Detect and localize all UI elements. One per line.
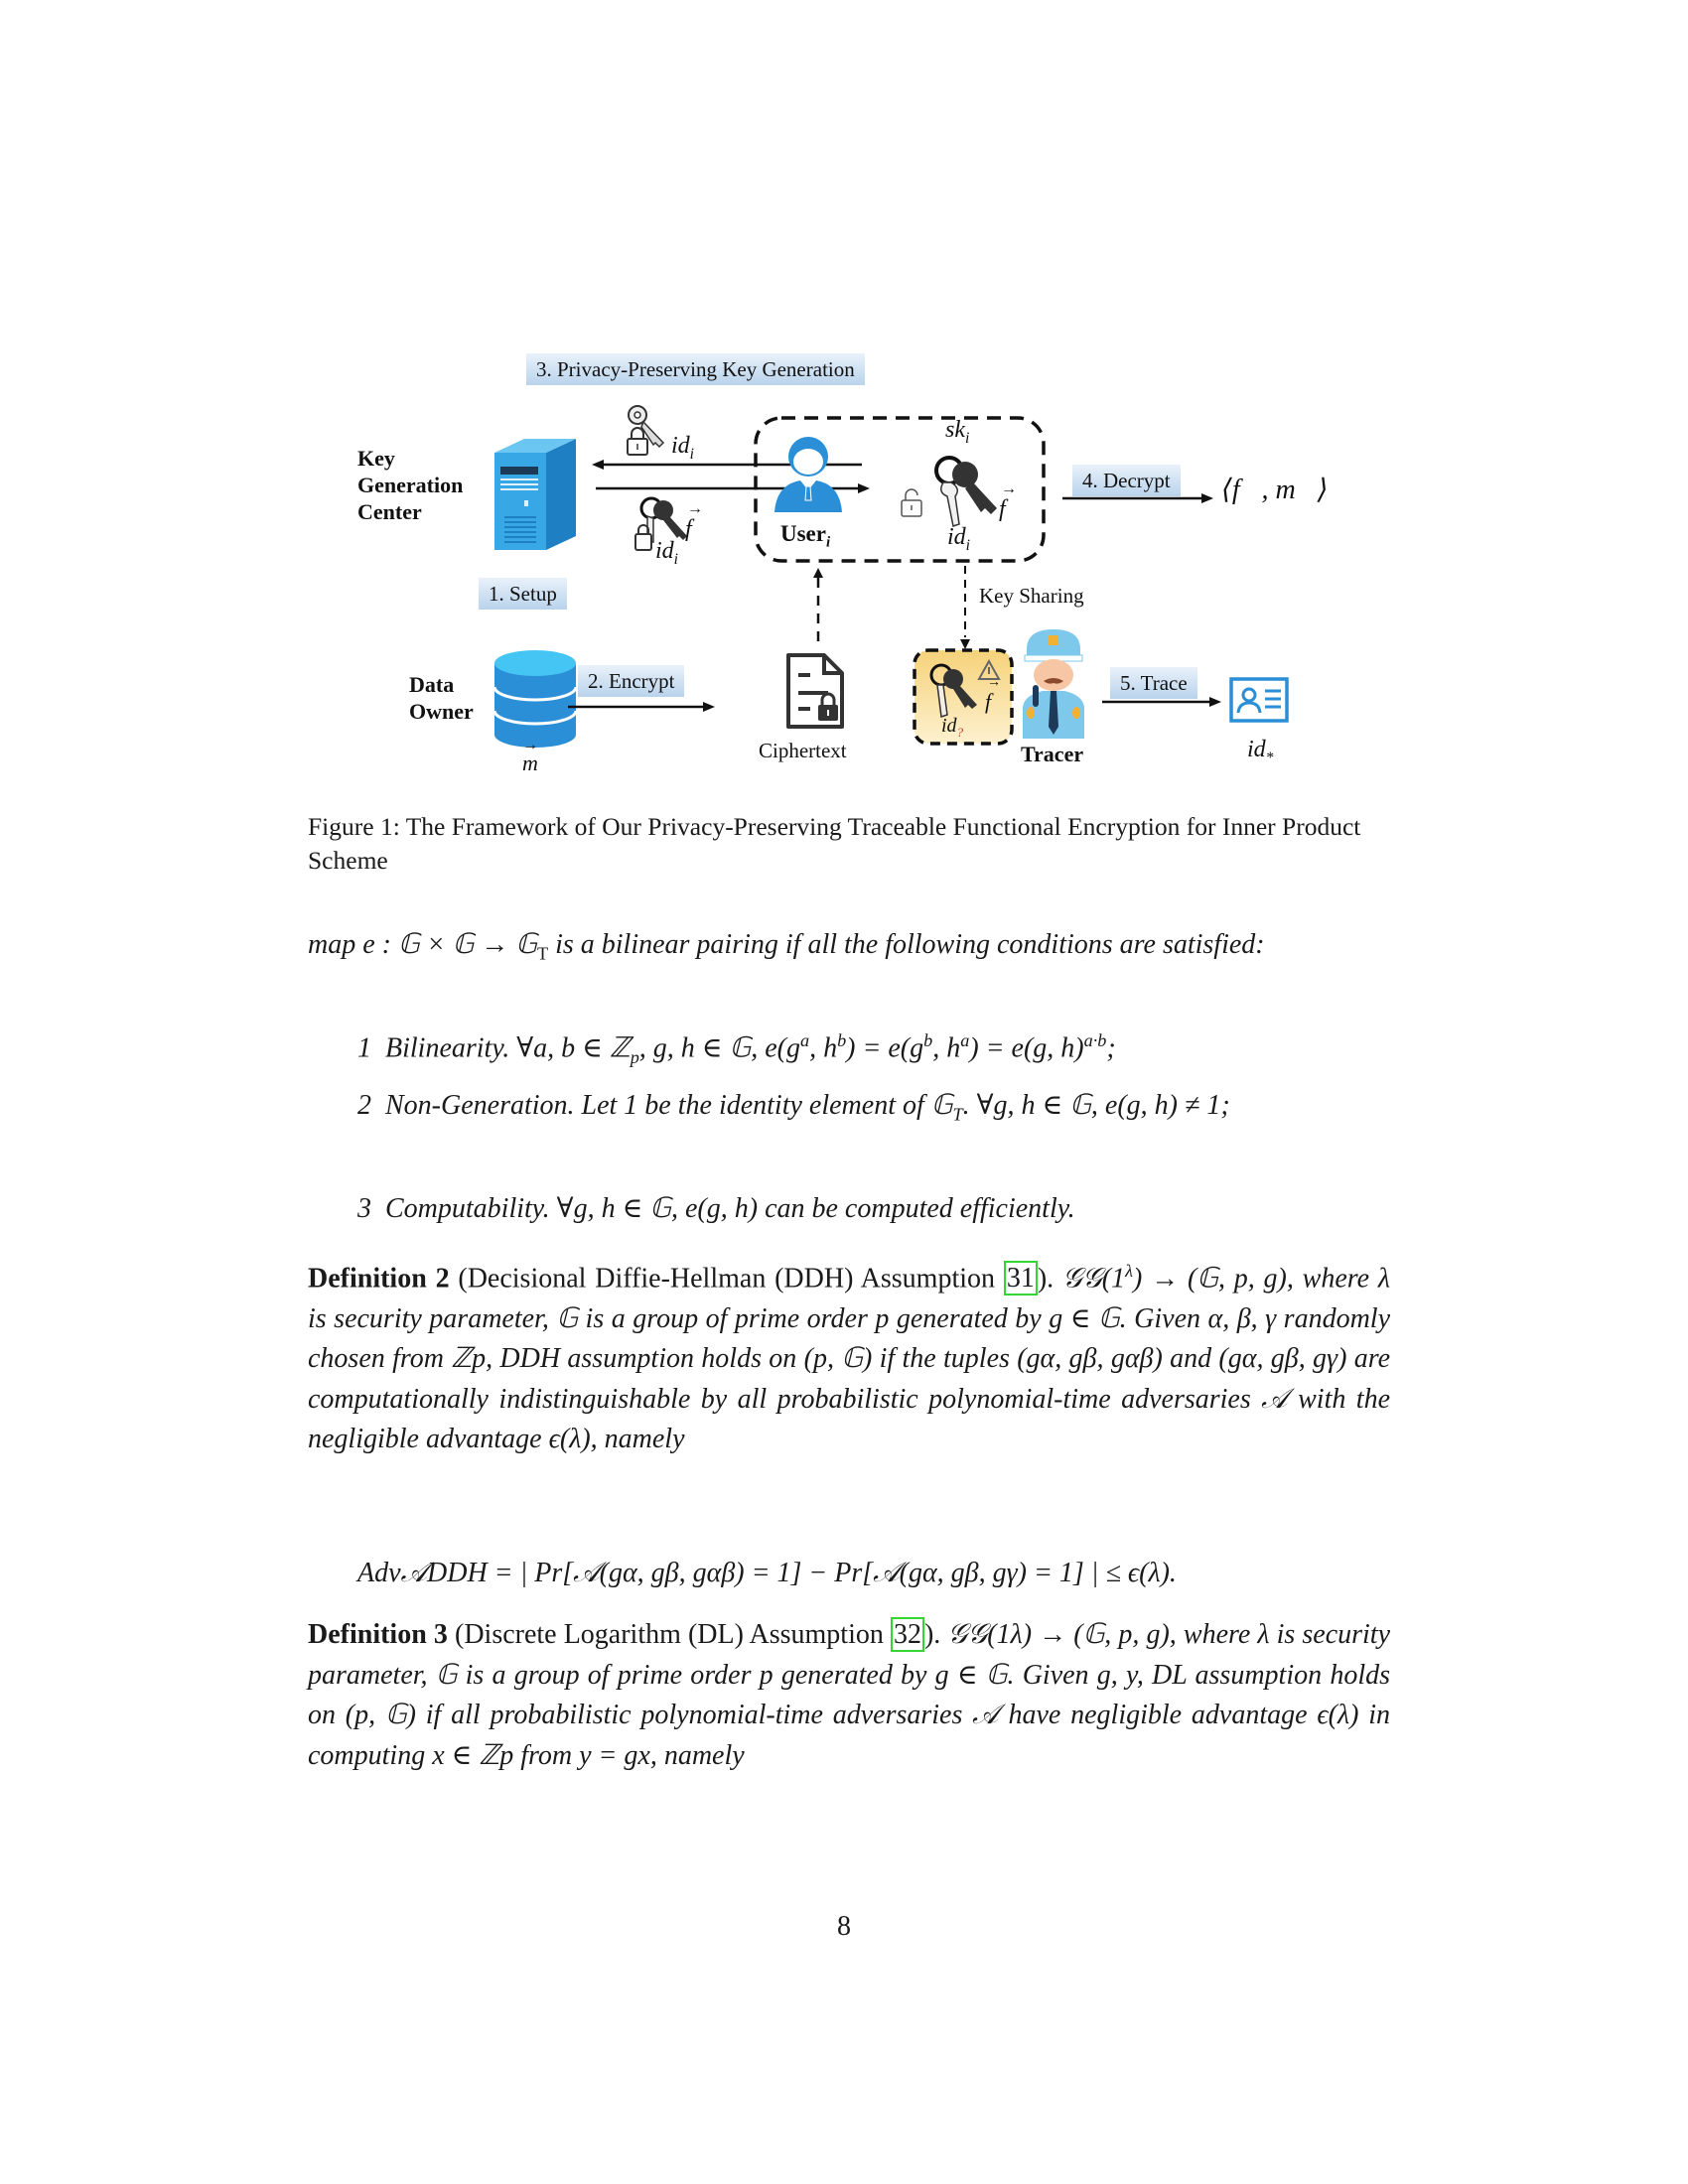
- condition-number: 3: [357, 1193, 371, 1224]
- data-owner-label: [409, 671, 474, 725]
- data-owner-line2: Owner: [409, 699, 474, 724]
- f-vec-label-user: → f: [999, 480, 1017, 522]
- key-sharing-label: Key Sharing: [979, 584, 1084, 608]
- tracer-label: Tracer: [1021, 742, 1084, 766]
- tracer-icon: [1019, 627, 1088, 739]
- citation-31-link[interactable]: 31: [1004, 1261, 1038, 1296]
- condition-non-generation: 2 Non-Generation. Let 1 be the identity element of 𝔾$_T$. ∀g, h ∈ 𝔾, e(g, h) ≠ 1;: [357, 1090, 1230, 1125]
- definition-3-text: 𝒢𝒢(1λ) → (𝔾, p, g), where λ is security parameter, 𝔾 is a group of prime order p generated by g ∈ 𝔾. Given g, y, DL assumption holds on (p, 𝔾) if all probabilistic polynomial-time adversaries 𝒜 have negligible advantage ϵ(λ) in computing x ∈ ℤp from y = gx, namely: [308, 1619, 1391, 1771]
- user-icon: [773, 435, 844, 512]
- condition-bilinearity: 1 Bilinearity. ∀a, b ∈ ℤ$_p$, g, h ∈ 𝔾, $e(g^a$, $h^b) = e(g^b$, $h^a) = e(g$, h)$^{a\cdot b}$;: [357, 1030, 1116, 1067]
- page-number: 8: [837, 1911, 851, 1942]
- encrypt-arrow: [568, 700, 715, 714]
- id-top-label: $id_i$: [671, 433, 695, 463]
- m-vec-label: → m: [522, 737, 538, 775]
- step2-label: 2. Encrypt: [578, 665, 684, 697]
- definition-3-label: Definition 3: [308, 1619, 448, 1650]
- kgc-label: [357, 445, 463, 525]
- step5-label: 5. Trace: [1110, 667, 1197, 699]
- server-icon: [485, 435, 580, 550]
- secret-key-icon: [929, 453, 1003, 532]
- key-lock-icon: [624, 403, 671, 459]
- key-sharing-arrow: [955, 566, 975, 649]
- pirate-id-label: $id_?$: [941, 715, 964, 740]
- definition-2: Definition 2 (Decisional Diffie-Hellman (DDH) Assumption 31 ). $𝒢𝒢(1^\lambda)$ → (𝔾, p, g), where λ is security parameter, 𝔾 is a group of prime order p generated by g ∈ 𝔾. Given α, β, γ randomly chosen from ℤp, DDH assumption holds on (p, 𝔾) if the tuples (gα, gβ, gαβ) and (gα, gβ, gγ) are computationally indistinguishable by all probabilistic polynomial-time adversaries 𝒜 with the negligible advantage ϵ(λ), namely: [308, 1261, 1390, 1455]
- definition-3: Definition 3 (Discrete Logarithm (DL) Assumption 32 ). 𝒢𝒢(1λ) → (𝔾, p, g), where λ is security parameter, 𝔾 is a group of prime order p generated by g ∈ 𝔾. Given g, y, DL assumption holds on (p, 𝔾) if all probabilistic polynomial-time adversaries 𝒜 have negligible advantage ϵ(λ) in computing x ∈ ℤp from y = gx, namely: [308, 1619, 1391, 1771]
- trace-arrow: [1102, 695, 1221, 709]
- f-vec-label-kgc: → f: [685, 500, 703, 542]
- id-card-icon: [1229, 677, 1289, 723]
- step3-label: 3. Privacy-Preserving Key Generation: [526, 353, 865, 385]
- condition-computability: 3 Computability. ∀g, h ∈ 𝔾, e(g, h) can be computed efficiently.: [357, 1193, 1075, 1224]
- sk-label: $sk_i$: [945, 417, 970, 447]
- figure-caption: Figure 1: The Framework of Our Privacy-Preserving Traceable Functional Encryption for Inner Product Scheme: [308, 812, 1361, 875]
- decrypt-result: ⟨f⃗, m⃗⟩: [1221, 475, 1329, 505]
- step1-label: 1. Setup: [479, 578, 567, 610]
- database-icon: [492, 649, 578, 749]
- decrypt-arrow: [1062, 491, 1213, 505]
- unlock-icon: [900, 488, 923, 518]
- kgc-label-line2: Generation: [357, 473, 464, 497]
- bilinear-intro: map e : 𝔾 × 𝔾 → 𝔾$_T$ is a bilinear pairing if all the following conditions are satisfied:: [308, 929, 1265, 964]
- framework-figure: [338, 347, 1350, 784]
- id-bottom-label: $id_i$: [655, 538, 679, 568]
- ciphertext-label: Ciphertext: [759, 739, 847, 762]
- ciphertext-icon: [784, 651, 848, 731]
- kgc-label-line1: Key: [357, 446, 395, 471]
- condition-number: 1: [357, 1032, 371, 1064]
- user-id-label: $id_i$: [947, 524, 971, 554]
- condition-number: 2: [357, 1090, 371, 1121]
- ciphertext-to-user-arrow: [808, 568, 828, 647]
- citation-32-link[interactable]: 32: [891, 1617, 924, 1652]
- f-vec-label-pirate: → f: [985, 675, 1001, 714]
- ddh-advantage-formula: Adv𝒜DDH = | Pr[𝒜(gα, gβ, gαβ) = 1] − Pr[𝒜(gα, gβ, gγ) = 1] | ≤ ϵ(λ).: [357, 1558, 1177, 1588]
- data-owner-line1: Data: [409, 672, 455, 697]
- user-label: User$_i$: [780, 521, 831, 551]
- definition-2-text: → (𝔾, p, g), where λ is security parameter, 𝔾 is a group of prime order p generated by g ∈ 𝔾. Given α, β, γ randomly chosen from ℤp, DDH assumption holds on (p, 𝔾) if the tuples (gα, gβ, gαβ) and (gα, gβ, gγ) are computationally indistinguishable by all probabilistic polynomial-time adversaries 𝒜 with the negligible advantage ϵ(λ), namely: [308, 1263, 1390, 1455]
- kgc-label-line3: Center: [357, 499, 422, 524]
- definition-2-label: Definition 2: [308, 1263, 450, 1295]
- traced-id-label: $id_*$: [1247, 737, 1274, 766]
- step4-label: 4. Decrypt: [1072, 465, 1181, 496]
